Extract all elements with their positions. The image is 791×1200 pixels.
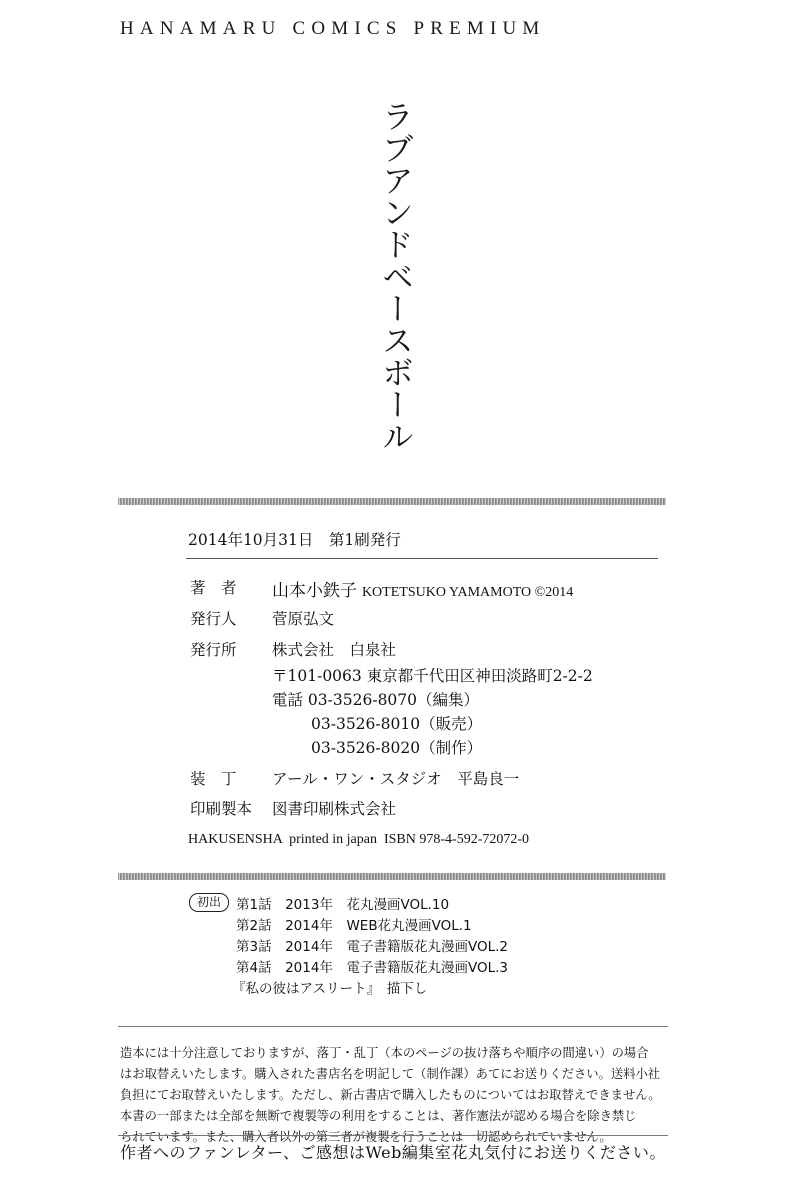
notice-divider — [118, 1026, 668, 1027]
author-latin: KOTETSUKO YAMAMOTO ©2014 — [361, 585, 574, 600]
notice-line: 本書の一部または全部を無断で複製等の利用をすることは、著作憲法が認める場合を除き禁じ — [120, 1109, 637, 1123]
phone-edit: 電話 03-3526-8070（編集） — [272, 691, 480, 709]
author-label: 著 者 — [190, 579, 237, 597]
printing-label: 印刷製本 — [190, 800, 253, 818]
fan-letter-note: 作者へのファンレター、ご感想はWeb編集室花丸気付にお送りください。 — [120, 1143, 666, 1162]
notice-line: はお取替えいたします。購入された書店名を明記して（制作課）あてにお送りください。送料小社 — [120, 1067, 661, 1081]
notice-line: 造本には十分注意しておりますが、落丁・乱丁（本のページの抜け落ちや順序の間違い）の場合 — [120, 1046, 649, 1060]
top-divider — [118, 498, 666, 505]
middle-divider — [118, 873, 666, 880]
first-publication-badge: 初出 — [189, 893, 229, 912]
book-title: ラブアンドベースボール — [377, 100, 415, 452]
fan-divider — [118, 1135, 668, 1136]
first-pub-item: 『私の彼はアスリート』 描下し — [232, 981, 428, 997]
design-label: 装 丁 — [190, 770, 237, 788]
publisher-person: 菅原弘文 — [272, 610, 335, 628]
author-row — [272, 576, 573, 601]
first-pub-item: 第2話 2014年 WEB花丸漫画VOL.1 — [236, 918, 472, 934]
edition-date: 2014年10月31日 第1刷発行 — [188, 531, 401, 549]
publisher: 株式会社 白泉社 — [272, 641, 397, 659]
publisher-person-label: 発行人 — [190, 610, 237, 628]
first-pub-item: 第3話 2014年 電子書籍版花丸漫画VOL.2 — [236, 939, 508, 955]
phone-production: 03-3526-8020（制作） — [311, 739, 483, 757]
author-name: 山本小鉄子 — [272, 581, 357, 601]
first-pub-item: 第1話 2013年 花丸漫画VOL.10 — [236, 897, 450, 913]
isbn-line: HAKUSENSHA printed in japan ISBN 978-4-592-72072-0 — [188, 832, 530, 847]
phone-sales: 03-3526-8010（販売） — [311, 715, 483, 733]
design-credit: アール・ワン・スタジオ 平島良一 — [272, 770, 520, 788]
printing-company: 図書印刷株式会社 — [272, 800, 397, 818]
notice-line: 負担にてお取替えいたします。ただし、新古書店で購入したものについてはお取替えできません。 — [120, 1088, 661, 1102]
first-pub-item: 第4話 2014年 電子書籍版花丸漫画VOL.3 — [236, 960, 508, 976]
notice-line: られています。また、購入者以外の第三者が複製を行うことは一切認められていません。 — [120, 1130, 612, 1144]
address: 〒101-0063 東京都千代田区神田淡路町2-2-2 — [272, 667, 593, 685]
edition-underline — [186, 558, 658, 559]
series-name: HANAMARU COMICS PREMIUM — [120, 18, 546, 39]
publisher-label: 発行所 — [190, 641, 237, 659]
notice-block — [120, 1043, 668, 1148]
